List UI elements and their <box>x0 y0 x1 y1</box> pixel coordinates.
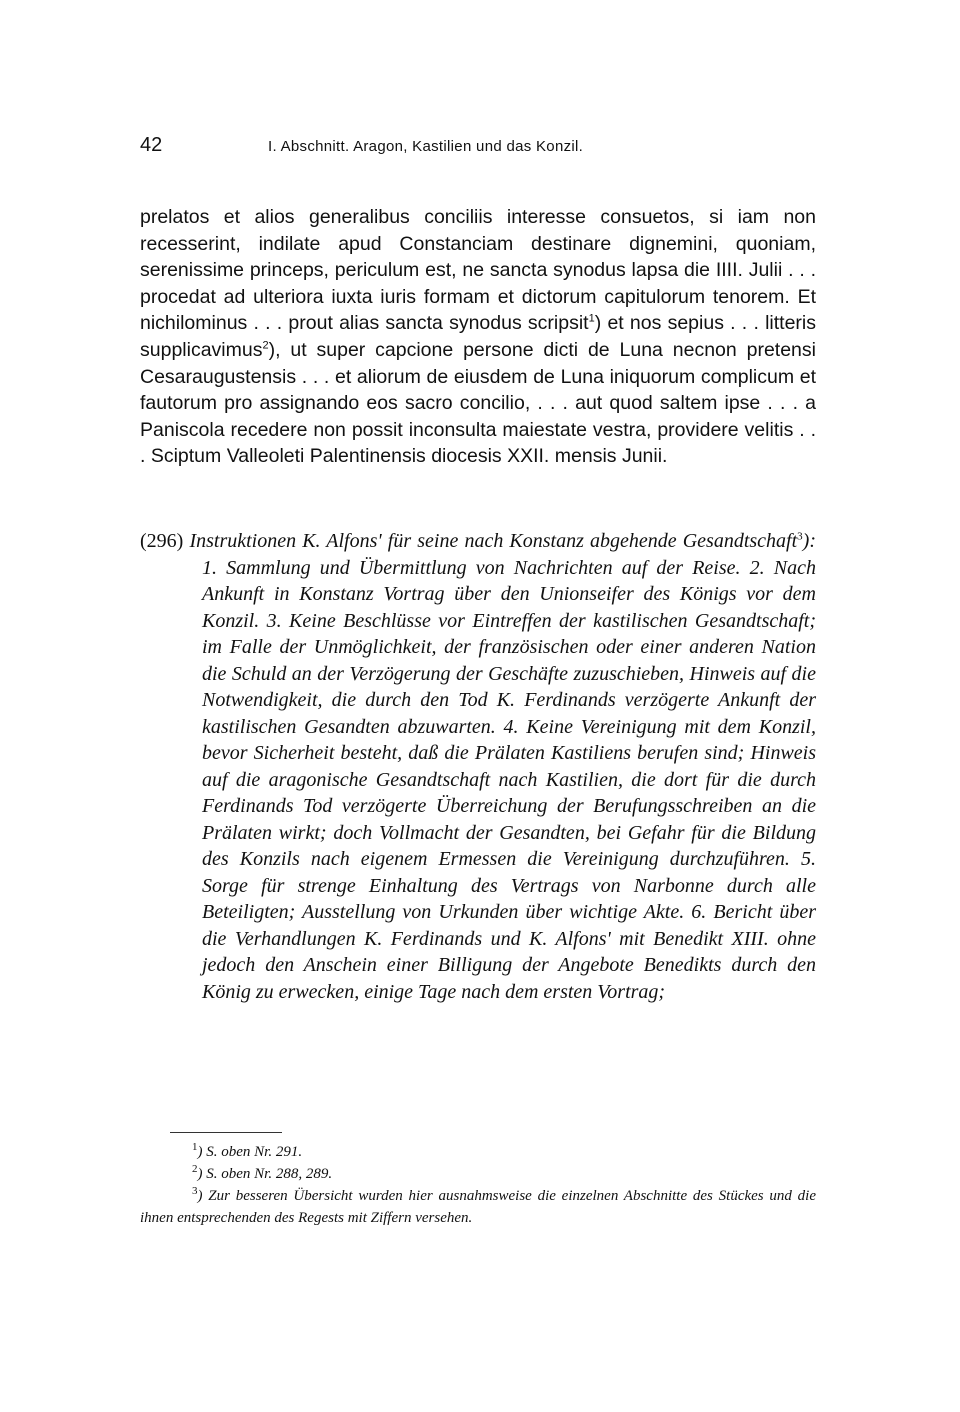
footnote-3 <box>140 1185 816 1229</box>
body-text-part-1: prelatos et alios generalibus conciliis interesse consuetos, si iam non recesserint, indilate apud Constanciam destinare dignemini, quoniam, serenissime princeps, periculum est, ne sancta synodus lapsa die IIII. Julii . . . procedat ad ulteriora iuxta iuris formam et dictorum capitulorum tenorem. Et nichilominus . . . prout alias sancta synodus scripsit <box>140 206 816 335</box>
entry-title-end: ): <box>802 530 816 552</box>
footnote-mark-3: 3 <box>192 1185 198 1197</box>
footnote-text-2: ) S. oben Nr. 288, 289. <box>197 1166 333 1182</box>
regest-entry <box>140 528 816 1005</box>
footnote-ref-2: 2 <box>262 339 269 352</box>
page-number: 42 <box>140 134 163 156</box>
footnote-divider <box>170 1132 282 1133</box>
footnote-text-3: ) Zur besseren Übersicht wurden hier ausnahmsweise die einzelnen Abschnitte des Stückes und die ihnen entsprechenden des Regests mit Ziffern versehen. <box>140 1188 816 1226</box>
page-header <box>140 134 820 164</box>
body-text-part-2: ) et nos sepius . . . litteris supplicavimus <box>140 312 816 361</box>
entry-title: Instruktionen K. Alfons' für seine nach Konstanz abgehende Gesandtschaft <box>189 530 798 552</box>
footnote-mark-2: 2 <box>192 1163 198 1175</box>
entry-summary: 1. Sammlung und Übermittlung von Nachrichten auf der Reise. 2. Nach Ankunft in Konstanz Vortrag über den Unionseifer des Königs vor dem Konzil. 3. Keine Beschlüsse vor Eintreffen der kastilischen Gesandtschaft; im Falle der Unmöglichkeit, der französischen oder einer anderen Nation die Schuld an der Verzögerung der Geschäfte zuzuschieben, Hinweis auf die Notwendigkeit, die durch den Tod K. Ferdinands verzögerte Ankunft der kastilischen Gesandten abzuwarten. 4. Keine Vereinigung mit dem Konzil, bevor Sicherheit besteht, daß die Prälaten Kastiliens berufen sind; Hinweis auf die aragonische Gesandtschaft nach Kastilien, die dort für die durch Ferdinands Tod verzögerte Überreichung der Berufungsschreiben an die Prälaten wirkt; doch Vollmacht der Gesandten, bei Gefahr für die Bildung des Konzils nach eigenem Ermessen die Vereinigung durchzuführen. 5. Sorge für strenge Einhaltung des Vertrags von Narbonne durch alle Beteiligten; Ausstellung von Urkunden über wichtige Akte. 6. Bericht über die Verhandlungen K. Ferdinands und K. Alfons' mit Benedikt XIII. ohne jedoch den Anschein einer Billigung der Angebote Benedikts durch den König zu erwecken, einige Tage nach dem ersten Vortrag; <box>202 556 816 1003</box>
footnote-mark-1: 1 <box>192 1141 198 1153</box>
footnote-text-1: ) S. oben Nr. 291. <box>197 1144 303 1160</box>
footnote-2 <box>140 1163 816 1185</box>
footnote-ref-1: 1 <box>588 312 595 325</box>
entry-number: (296) <box>140 530 184 552</box>
entry-heading <box>140 528 816 1005</box>
running-head: I. Abschnitt. Aragon, Kastilien und das Konzil. <box>268 138 584 155</box>
body-paragraph <box>140 204 816 470</box>
footnote-ref-3: 3 <box>797 530 803 543</box>
footnote-1 <box>140 1141 816 1163</box>
body-text-part-3: ), ut super capcione persone dicti de Luna necnon pretensi Cesaraugustensis . . . et aliorum de eiusdem de Luna iniquorum complicum et fautorum pro assignando eos sacro concilio, . . . aut quod saltem ipse . . . a Paniscola recedere non possit inconsulta maiestate vestra, providere velitis . . . Sciptum Valleoleti Palentinensis diocesis XXII. mensis Junii. <box>140 338 816 468</box>
footnotes <box>140 1141 816 1229</box>
